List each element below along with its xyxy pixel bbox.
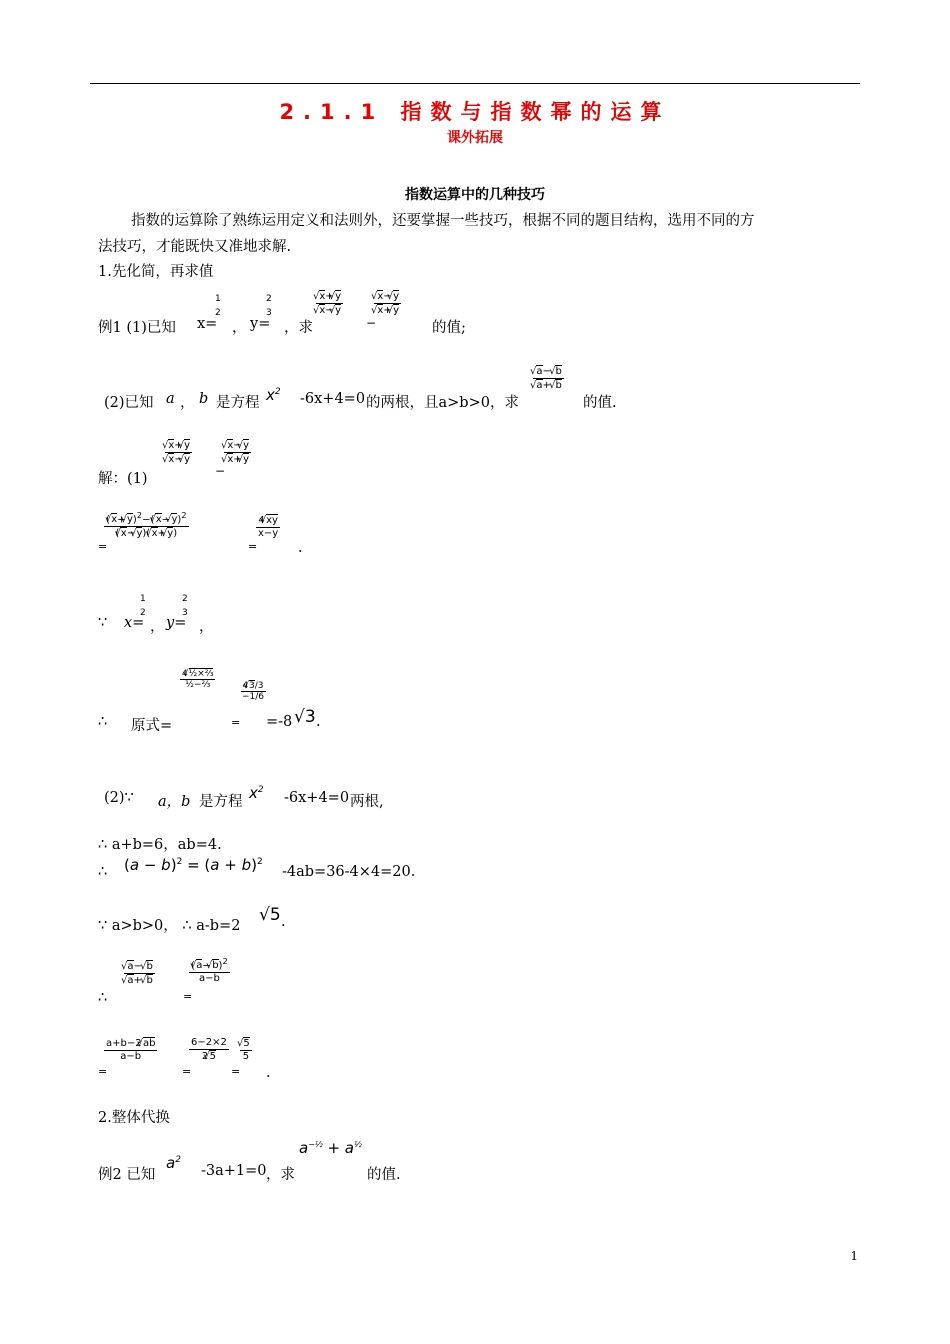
sol2-ab: a，b xyxy=(158,794,191,810)
period-3: . xyxy=(281,914,286,930)
sqrt-five: √5 xyxy=(259,905,281,925)
therefore-result: =-8 xyxy=(266,714,293,730)
page-number: 1 xyxy=(850,1249,858,1263)
minus-sign: − xyxy=(366,316,377,330)
square-identity-tail: -4ab=36-4×4=20. xyxy=(282,864,416,880)
exponent-two-thirds-2: 2 3 xyxy=(182,594,188,618)
solution-diff-ratio: √ x−√ y √ x+√ y xyxy=(224,439,251,465)
example1-sep2: ，求 xyxy=(284,320,313,336)
ratio-ab: √ a− √ b √ a+ √ b xyxy=(124,960,155,986)
page-title: 2.1.1 指数与指数幂的运算 xyxy=(279,100,671,124)
therefore-label: 原式= xyxy=(131,718,173,734)
equals-4: = xyxy=(183,990,193,1003)
x-squared: $x^2$ xyxy=(266,386,281,404)
equals-7: = xyxy=(231,1065,241,1078)
example2-tail: 的值. xyxy=(367,1167,401,1183)
example1-tail: 的值; xyxy=(432,320,466,336)
ratio-expanded: $\frac{a+b-2√ ab}{a-b}$ xyxy=(104,1037,157,1062)
sol2-prefix: (2)∵ xyxy=(104,790,134,806)
sol2-tail: 两根, xyxy=(350,794,384,810)
formula-sum-ratio: √ x+√ y √ x−√ y xyxy=(316,290,343,316)
because-comma: ， xyxy=(150,619,165,635)
because-x: x= xyxy=(124,615,145,631)
example1b-eq: -6x+4=0 xyxy=(300,391,366,407)
therefore-symbol: ∴ xyxy=(98,714,108,730)
page-subtitle: 课外拓展 xyxy=(447,130,503,146)
exponent-two-thirds: 2 3 xyxy=(266,294,272,318)
exponent-half: 1 2 xyxy=(215,294,221,318)
solution-label: 解：(1) xyxy=(98,471,148,487)
a-power-sum: $a^{-\frac{1}{2}} + a^{\frac{1}{2}}$ xyxy=(299,1139,362,1157)
example1-label: 例1 (1)已知 xyxy=(98,320,176,336)
diff-line: ∵ a>b>0， ∴ a-b=2 xyxy=(98,918,241,934)
solution-sum-ratio: √ x+√ y √ x−√ y xyxy=(165,439,192,465)
equals-5: = xyxy=(98,1065,108,1078)
because-symbol: ∵ xyxy=(98,615,108,631)
formula-diff-ratio: √ x−√ y √ x+√ y xyxy=(374,290,401,316)
sqrt-three: √3 xyxy=(294,707,316,727)
therefore-symbol-3: ∴ xyxy=(98,990,108,1006)
solution-simplified: $\frac{4√ xy}{x-y}$ xyxy=(256,514,280,539)
therefore-symbol-2: ∴ xyxy=(98,864,108,880)
equals-6: = xyxy=(182,1065,192,1078)
part1-heading: 1.先化简，再求值 xyxy=(98,264,214,280)
formula-ab-ratio: √ a− √ b √ a+ √ b xyxy=(533,365,564,391)
sol2-eq: -6x+4=0 xyxy=(284,790,350,806)
example2-sep: ，求 xyxy=(266,1167,295,1183)
because-tail: ， xyxy=(199,619,214,635)
sum-product-line: ∴ a+b=6，ab=4. xyxy=(98,837,222,853)
part2-heading: 2.整体代换 xyxy=(98,1110,170,1126)
equals-3: = xyxy=(231,716,241,729)
x-squared-2: $x^2$ xyxy=(249,784,264,802)
example1b-b: b xyxy=(199,391,209,407)
example2-eq: -3a+1=0 xyxy=(201,1163,267,1179)
reduced-fraction: $\frac{4√ 3/3}{-1/6}$ xyxy=(240,680,266,703)
example1b-cond: 的两根，且a>b>0，求 xyxy=(366,395,519,411)
substituted-fraction: $\frac{\text{4√ ½×⅔}}{\text{½−⅔}}$ xyxy=(180,668,215,691)
because-y: y= xyxy=(166,615,187,631)
example1b-tail: 的值. xyxy=(583,395,617,411)
a-squared: $a^2$ xyxy=(166,1154,181,1172)
example1b-sep: ， xyxy=(180,395,195,411)
period-2: . xyxy=(316,714,321,730)
ratio-numeric: $\frac{6-2\times 2}{2√ 5}$ xyxy=(189,1037,229,1062)
example1b-a: a xyxy=(166,391,175,407)
period-1: . xyxy=(298,540,303,556)
example2-label: 例2 已知 xyxy=(98,1167,156,1183)
ratio-squared: $\frac{(√ a-√ b)^2}{a-b}$ xyxy=(189,957,230,984)
sol2-mid: 是方程 xyxy=(199,794,243,810)
intro-line-1: 指数的运算除了熟练运用定义和法则外，还要掌握一些技巧，根据不同的题目结构，选用不同的方 xyxy=(131,213,755,229)
example1b-mid: 是方程 xyxy=(216,395,260,411)
solution-expanded: $\frac{(√ x+√ y)^2-(√ x-√ y)^2}{(√ x-√ y)(√ x+√ y)}$ xyxy=(104,511,189,539)
exponent-half-2: 1 2 xyxy=(140,594,146,618)
header-rule xyxy=(90,83,860,84)
example1b-prefix: (2)已知 xyxy=(104,395,154,411)
minus-sign-2: − xyxy=(215,464,226,478)
ratio-result: √ $\frac{5}{5}$ xyxy=(240,1037,252,1062)
square-identity: $(a - b)^2 = (a + b)^2$ xyxy=(124,856,263,874)
equals-1: = xyxy=(98,540,108,553)
section-title: 指数运算中的几种技巧 xyxy=(405,187,545,203)
intro-line-2: 法技巧，才能既快又准地求解. xyxy=(98,239,292,255)
example1-x: x= xyxy=(197,316,218,332)
period-4: . xyxy=(266,1065,271,1081)
equals-2: = xyxy=(248,540,258,553)
example1-y: y= xyxy=(250,316,271,332)
example1-sep1: ， xyxy=(232,320,247,336)
